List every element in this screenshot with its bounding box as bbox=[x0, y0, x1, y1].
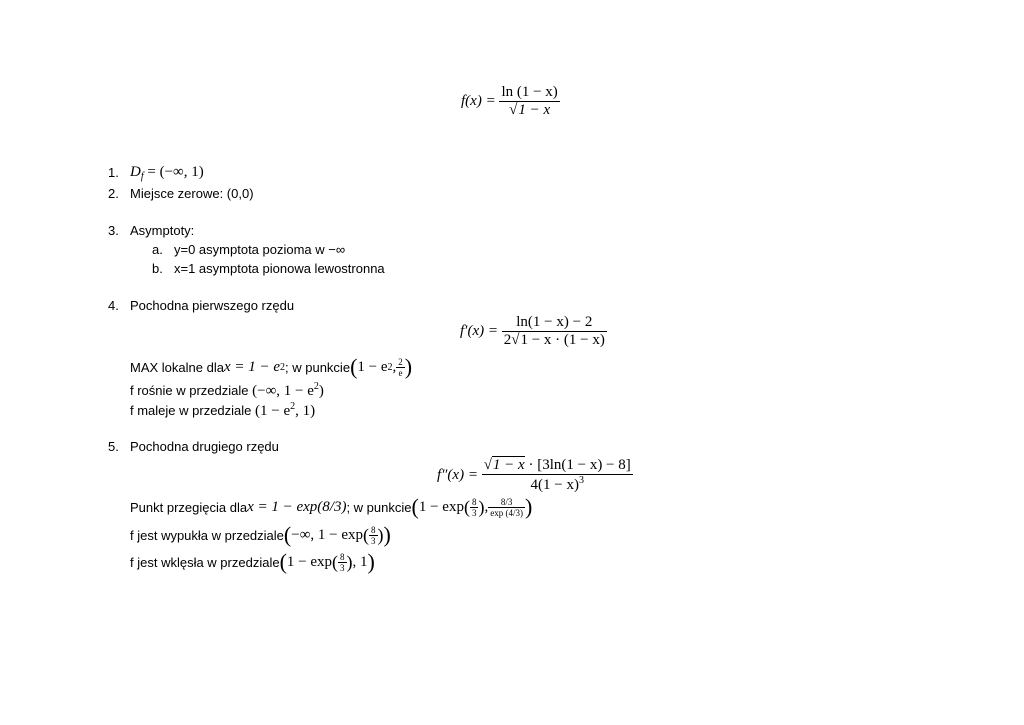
left-paren: ( bbox=[283, 522, 292, 547]
inflection-y-num: 8/3 bbox=[500, 496, 513, 507]
domain-subscript: f bbox=[140, 171, 144, 182]
first-derivative-radicand: 1 − x bbox=[520, 332, 552, 348]
second-derivative-num-post: · [3ln(1 − x) − 8] bbox=[524, 457, 631, 473]
right-paren-small: ) bbox=[377, 525, 384, 545]
max-point-y bbox=[396, 357, 405, 378]
second-derivative-fraction bbox=[482, 457, 633, 494]
right-paren: ) bbox=[404, 354, 413, 379]
inflection-label: Punkt przegięcia dla bbox=[130, 499, 248, 515]
inflection-frac bbox=[470, 497, 479, 518]
left-paren: ( bbox=[350, 354, 358, 379]
inflection-expression: x = 1 − exp(8/3) bbox=[247, 498, 347, 515]
second-derivative-radicand: 1 − x bbox=[492, 457, 525, 473]
concave-label: f jest wklęsła w przedziale bbox=[130, 554, 280, 570]
max-label: MAX lokalne dla bbox=[130, 359, 224, 375]
main-formula-radicand: 1 − x bbox=[518, 102, 551, 118]
main-formula-lhs: f(x) = bbox=[461, 93, 496, 109]
concave-expression: 1 − exp bbox=[286, 553, 333, 570]
first-derivative-denominator bbox=[502, 331, 607, 349]
domain-d: D bbox=[130, 164, 141, 180]
first-derivative-fraction bbox=[502, 314, 607, 349]
first-derivative-den-post: · (1 − x) bbox=[551, 332, 605, 348]
convex-expression: −∞, 1 − exp bbox=[291, 526, 364, 543]
asymptote-vertical: x=1 asymptota pionowa lewostronna bbox=[174, 261, 385, 276]
concave-end: , 1 bbox=[352, 553, 368, 570]
max-point-x: 1 − e bbox=[357, 358, 388, 375]
sub-letter-a: a. bbox=[152, 242, 163, 257]
left-paren: ( bbox=[279, 549, 287, 574]
second-derivative-den-exponent: 3 bbox=[578, 475, 584, 486]
domain-value: = (−∞, 1) bbox=[147, 164, 204, 180]
asymptote-horizontal: y=0 asymptota pozioma w −∞ bbox=[174, 242, 346, 257]
zero-text: Miejsce zerowe: (0,0) bbox=[130, 186, 254, 201]
inflection-frac-den: 3 bbox=[471, 507, 477, 518]
left-paren-small: ( bbox=[332, 552, 339, 572]
list-number-3: 3. bbox=[108, 223, 119, 238]
decreasing-close: , 1) bbox=[295, 403, 316, 419]
second-derivative-denominator bbox=[482, 474, 633, 494]
increasing-expression: (−∞, 1 − e bbox=[252, 383, 314, 399]
inflection-point-y bbox=[488, 497, 525, 518]
max-point-comma: , bbox=[392, 358, 397, 375]
list-number-5: 5. bbox=[108, 439, 119, 454]
increasing-line bbox=[130, 381, 324, 400]
max-after: ; w punkcie bbox=[285, 359, 351, 375]
second-derivative-numerator: √1 − x · [3ln(1 − x) − 8] bbox=[483, 457, 631, 473]
decreasing-expression: (1 − e bbox=[255, 403, 291, 419]
convex-frac-den: 3 bbox=[371, 535, 376, 546]
domain-expression bbox=[130, 164, 204, 182]
right-paren-small: ) bbox=[346, 552, 353, 572]
inflection-point-x: 1 − exp bbox=[418, 498, 464, 515]
left-paren-small: ( bbox=[363, 525, 370, 545]
list-number-1: 1. bbox=[108, 165, 119, 180]
first-derivative-formula bbox=[460, 314, 607, 349]
max-expression: x = 1 − e bbox=[223, 358, 281, 375]
second-derivative-lhs: f″(x) = bbox=[437, 467, 478, 483]
left-paren: ( bbox=[411, 494, 419, 519]
convex-label: f jest wypukła w przedziale bbox=[130, 527, 284, 543]
list-number-2: 2. bbox=[108, 186, 119, 201]
right-paren: ) bbox=[524, 494, 533, 519]
convex-frac bbox=[369, 525, 378, 546]
main-formula bbox=[461, 84, 560, 119]
decreasing-line bbox=[130, 401, 315, 420]
first-derivative-numerator: ln(1 − x) − 2 bbox=[516, 314, 593, 330]
concave-line bbox=[130, 551, 375, 573]
second-derivative-heading: Pochodna drugiego rzędu bbox=[130, 439, 279, 454]
inflection-after: ; w punkcie bbox=[346, 499, 412, 515]
inflection-comma: , bbox=[484, 498, 489, 515]
right-paren: ) bbox=[383, 522, 391, 547]
first-derivative-den-pre: 2√ bbox=[503, 332, 520, 348]
asymptotes-heading: Asymptoty: bbox=[130, 223, 195, 238]
decreasing-exponent: 2 bbox=[290, 401, 296, 412]
increasing-close: ) bbox=[318, 383, 324, 399]
concave-frac bbox=[338, 552, 347, 573]
inflection-frac-num: 8 bbox=[471, 496, 477, 507]
increasing-exponent: 2 bbox=[313, 381, 319, 392]
convex-line bbox=[130, 524, 391, 546]
list-number-4: 4. bbox=[108, 298, 119, 313]
concave-frac-den: 3 bbox=[340, 562, 345, 573]
decreasing-label: f maleje w przedziale bbox=[130, 403, 255, 418]
max-point-exponent: 2 bbox=[387, 361, 393, 373]
second-derivative-den-base: 4(1 − x) bbox=[530, 477, 579, 493]
increasing-label: f rośnie w przedziale bbox=[130, 383, 253, 398]
max-exponent: 2 bbox=[280, 361, 286, 373]
max-line bbox=[130, 356, 412, 378]
main-formula-numerator: ln (1 − x) bbox=[501, 84, 558, 100]
sqrt-symbol: √ bbox=[509, 102, 518, 118]
inflection-y-den: exp (4/3) bbox=[490, 507, 523, 518]
second-derivative-formula bbox=[437, 457, 633, 494]
first-derivative-lhs: f′(x) = bbox=[460, 323, 498, 339]
main-formula-denominator bbox=[499, 101, 559, 119]
first-derivative-heading: Pochodna pierwszego rzędu bbox=[130, 298, 295, 313]
max-point-y-num: 2 bbox=[398, 356, 403, 367]
convex-frac-num: 8 bbox=[371, 524, 376, 535]
left-paren-small: ( bbox=[463, 497, 470, 517]
max-point-y-den: e bbox=[396, 367, 405, 378]
sub-letter-b: b. bbox=[152, 261, 163, 276]
concave-frac-num: 8 bbox=[340, 551, 345, 562]
main-formula-fraction bbox=[499, 84, 559, 119]
inflection-line bbox=[130, 496, 532, 518]
right-paren: ) bbox=[367, 549, 375, 574]
right-paren-small: ) bbox=[478, 497, 485, 517]
